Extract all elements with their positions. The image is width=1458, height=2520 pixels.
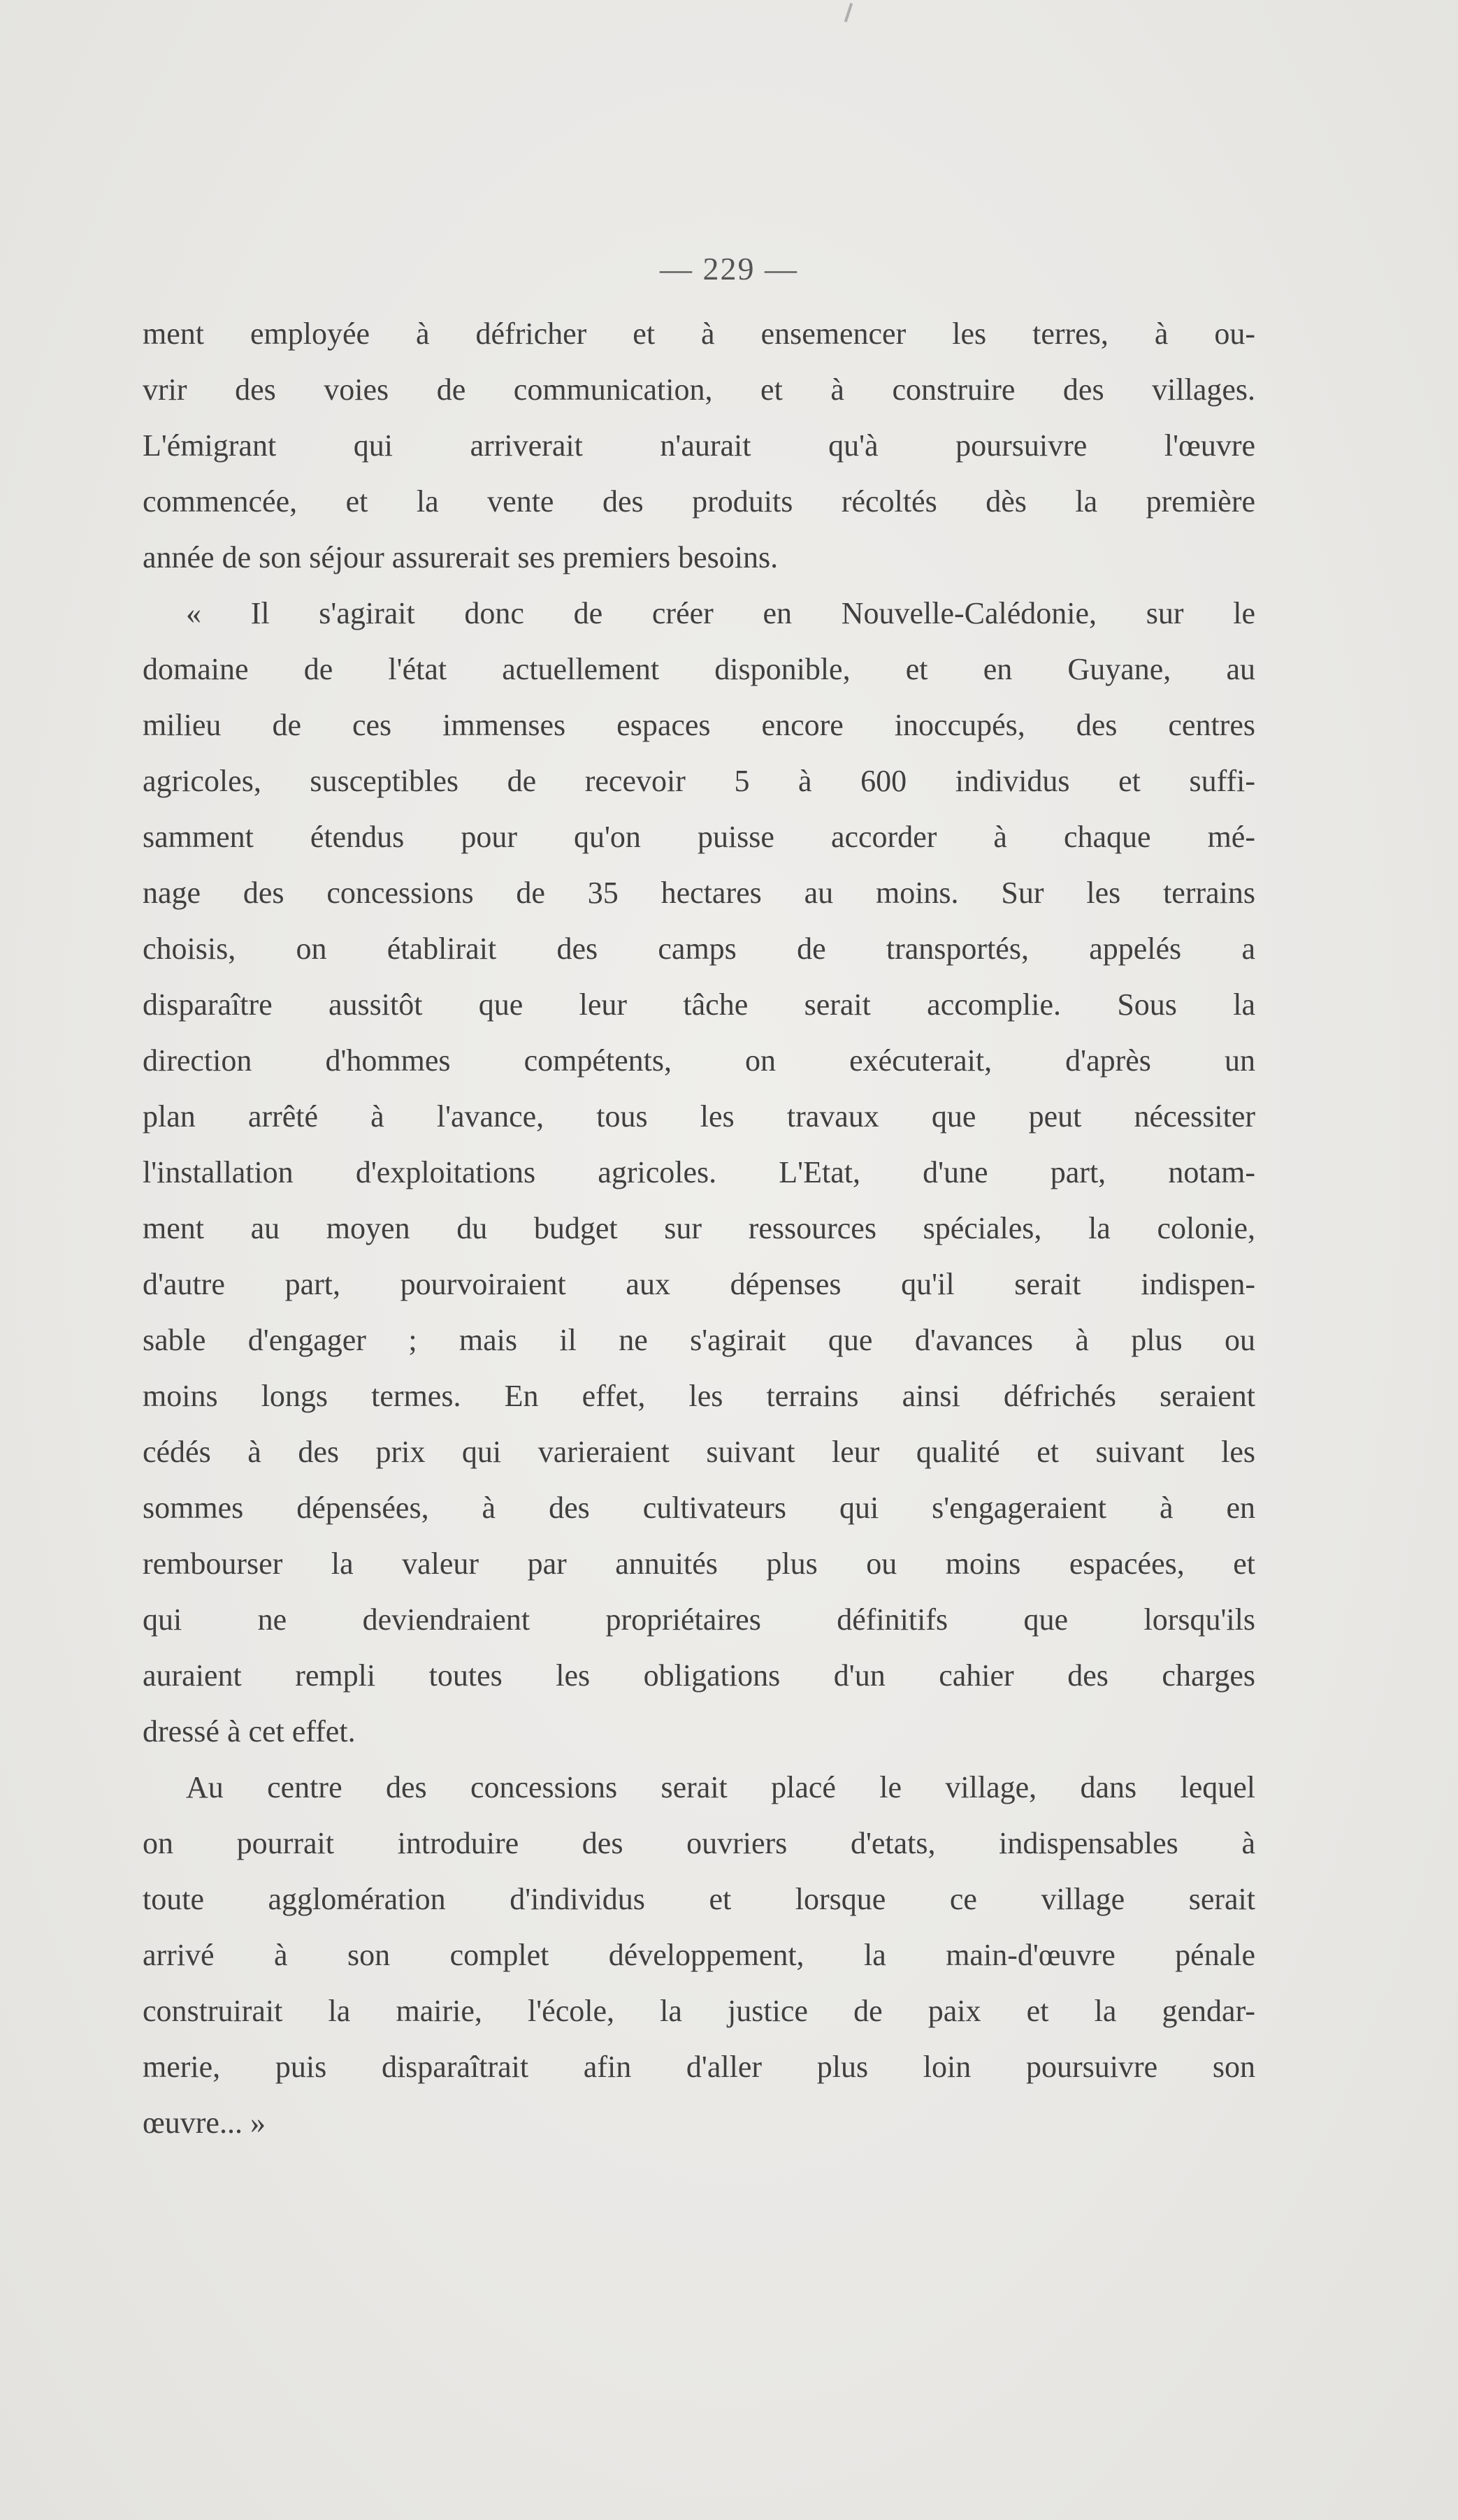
page-number: — 229 — [660,251,798,287]
text-line: agricoles, susceptibles de recevoir 5 à 600 individus et suffi- [143,764,1255,798]
text-line: d'autre part, pourvoiraient aux dépenses qu'il serait indispen- [143,1267,1255,1301]
text-line: milieu de ces immenses espaces encore inoccupés, des centres [143,708,1255,742]
text-line: arrivé à son complet développement, la main-d'œuvre pénale [143,1938,1255,1972]
body-text [143,306,1255,2151]
text-line: qui ne deviendraient propriétaires définitifs que lorsqu'ils [143,1602,1255,1637]
text-line: Au centre des concessions serait placé le village, dans lequel [186,1770,1255,1804]
text-line: L'émigrant qui arriverait n'aurait qu'à poursuivre l'œuvre [143,428,1255,463]
text-line: ment au moyen du budget sur ressources spéciales, la colonie, [143,1211,1255,1245]
text-line: domaine de l'état actuellement disponible, et en Guyane, au [143,652,1255,686]
text-line: disparaître aussitôt que leur tâche serait accomplie. Sous la [143,987,1255,1022]
text-line: moins longs termes. En effet, les terrains ainsi défrichés seraient [143,1379,1255,1413]
text-line: nage des concessions de 35 hectares au moins. Sur les terrains [143,876,1255,910]
text-line: choisis, on établirait des camps de transportés, appelés a [143,932,1255,966]
text-line: samment étendus pour qu'on puisse accorder à chaque mé- [143,820,1255,854]
text-line: direction d'hommes compétents, on exécuterait, d'après un [143,1043,1255,1078]
text-line: œuvre... » [143,2106,266,2140]
text-line: auraient rempli toutes les obligations d'un cahier des charges [143,1658,1255,1693]
text-line: « Il s'agirait donc de créer en Nouvelle-Calédonie, sur le [186,596,1255,630]
text-line: rembourser la valeur par annuités plus ou moins espacées, et [143,1547,1255,1581]
text-line: année de son séjour assurerait ses premiers besoins. [143,540,779,574]
text-line: merie, puis disparaîtrait afin d'aller plus loin poursuivre son [143,2050,1255,2084]
text-line: on pourrait introduire des ouvriers d'etats, indispensables à [143,1826,1255,1860]
text-line: sable d'engager ; mais il ne s'agirait que d'avances à plus ou [143,1323,1255,1357]
text-line: commencée, et la vente des produits récoltés dès la première [143,484,1255,519]
text-line: toute agglomération d'individus et lorsque ce village serait [143,1882,1255,1916]
text-line: construirait la mairie, l'école, la justice de paix et la gendar- [143,1994,1255,2028]
text-line: l'installation d'exploitations agricoles. L'Etat, d'une part, notam- [143,1155,1255,1189]
text-line: sommes dépensées, à des cultivateurs qui s'engageraient à en [143,1491,1255,1525]
stray-pen-mark [844,3,853,22]
text-line: vrir des voies de communication, et à construire des villages. [143,372,1255,407]
text-line: plan arrêté à l'avance, tous les travaux que peut nécessiter [143,1099,1255,1134]
text-line: dressé à cet effet. [143,1714,356,1748]
text-line: ment employée à défricher et à ensemencer les terres, à ou- [143,317,1255,351]
text-line: cédés à des prix qui varieraient suivant leur qualité et suivant les [143,1435,1255,1469]
